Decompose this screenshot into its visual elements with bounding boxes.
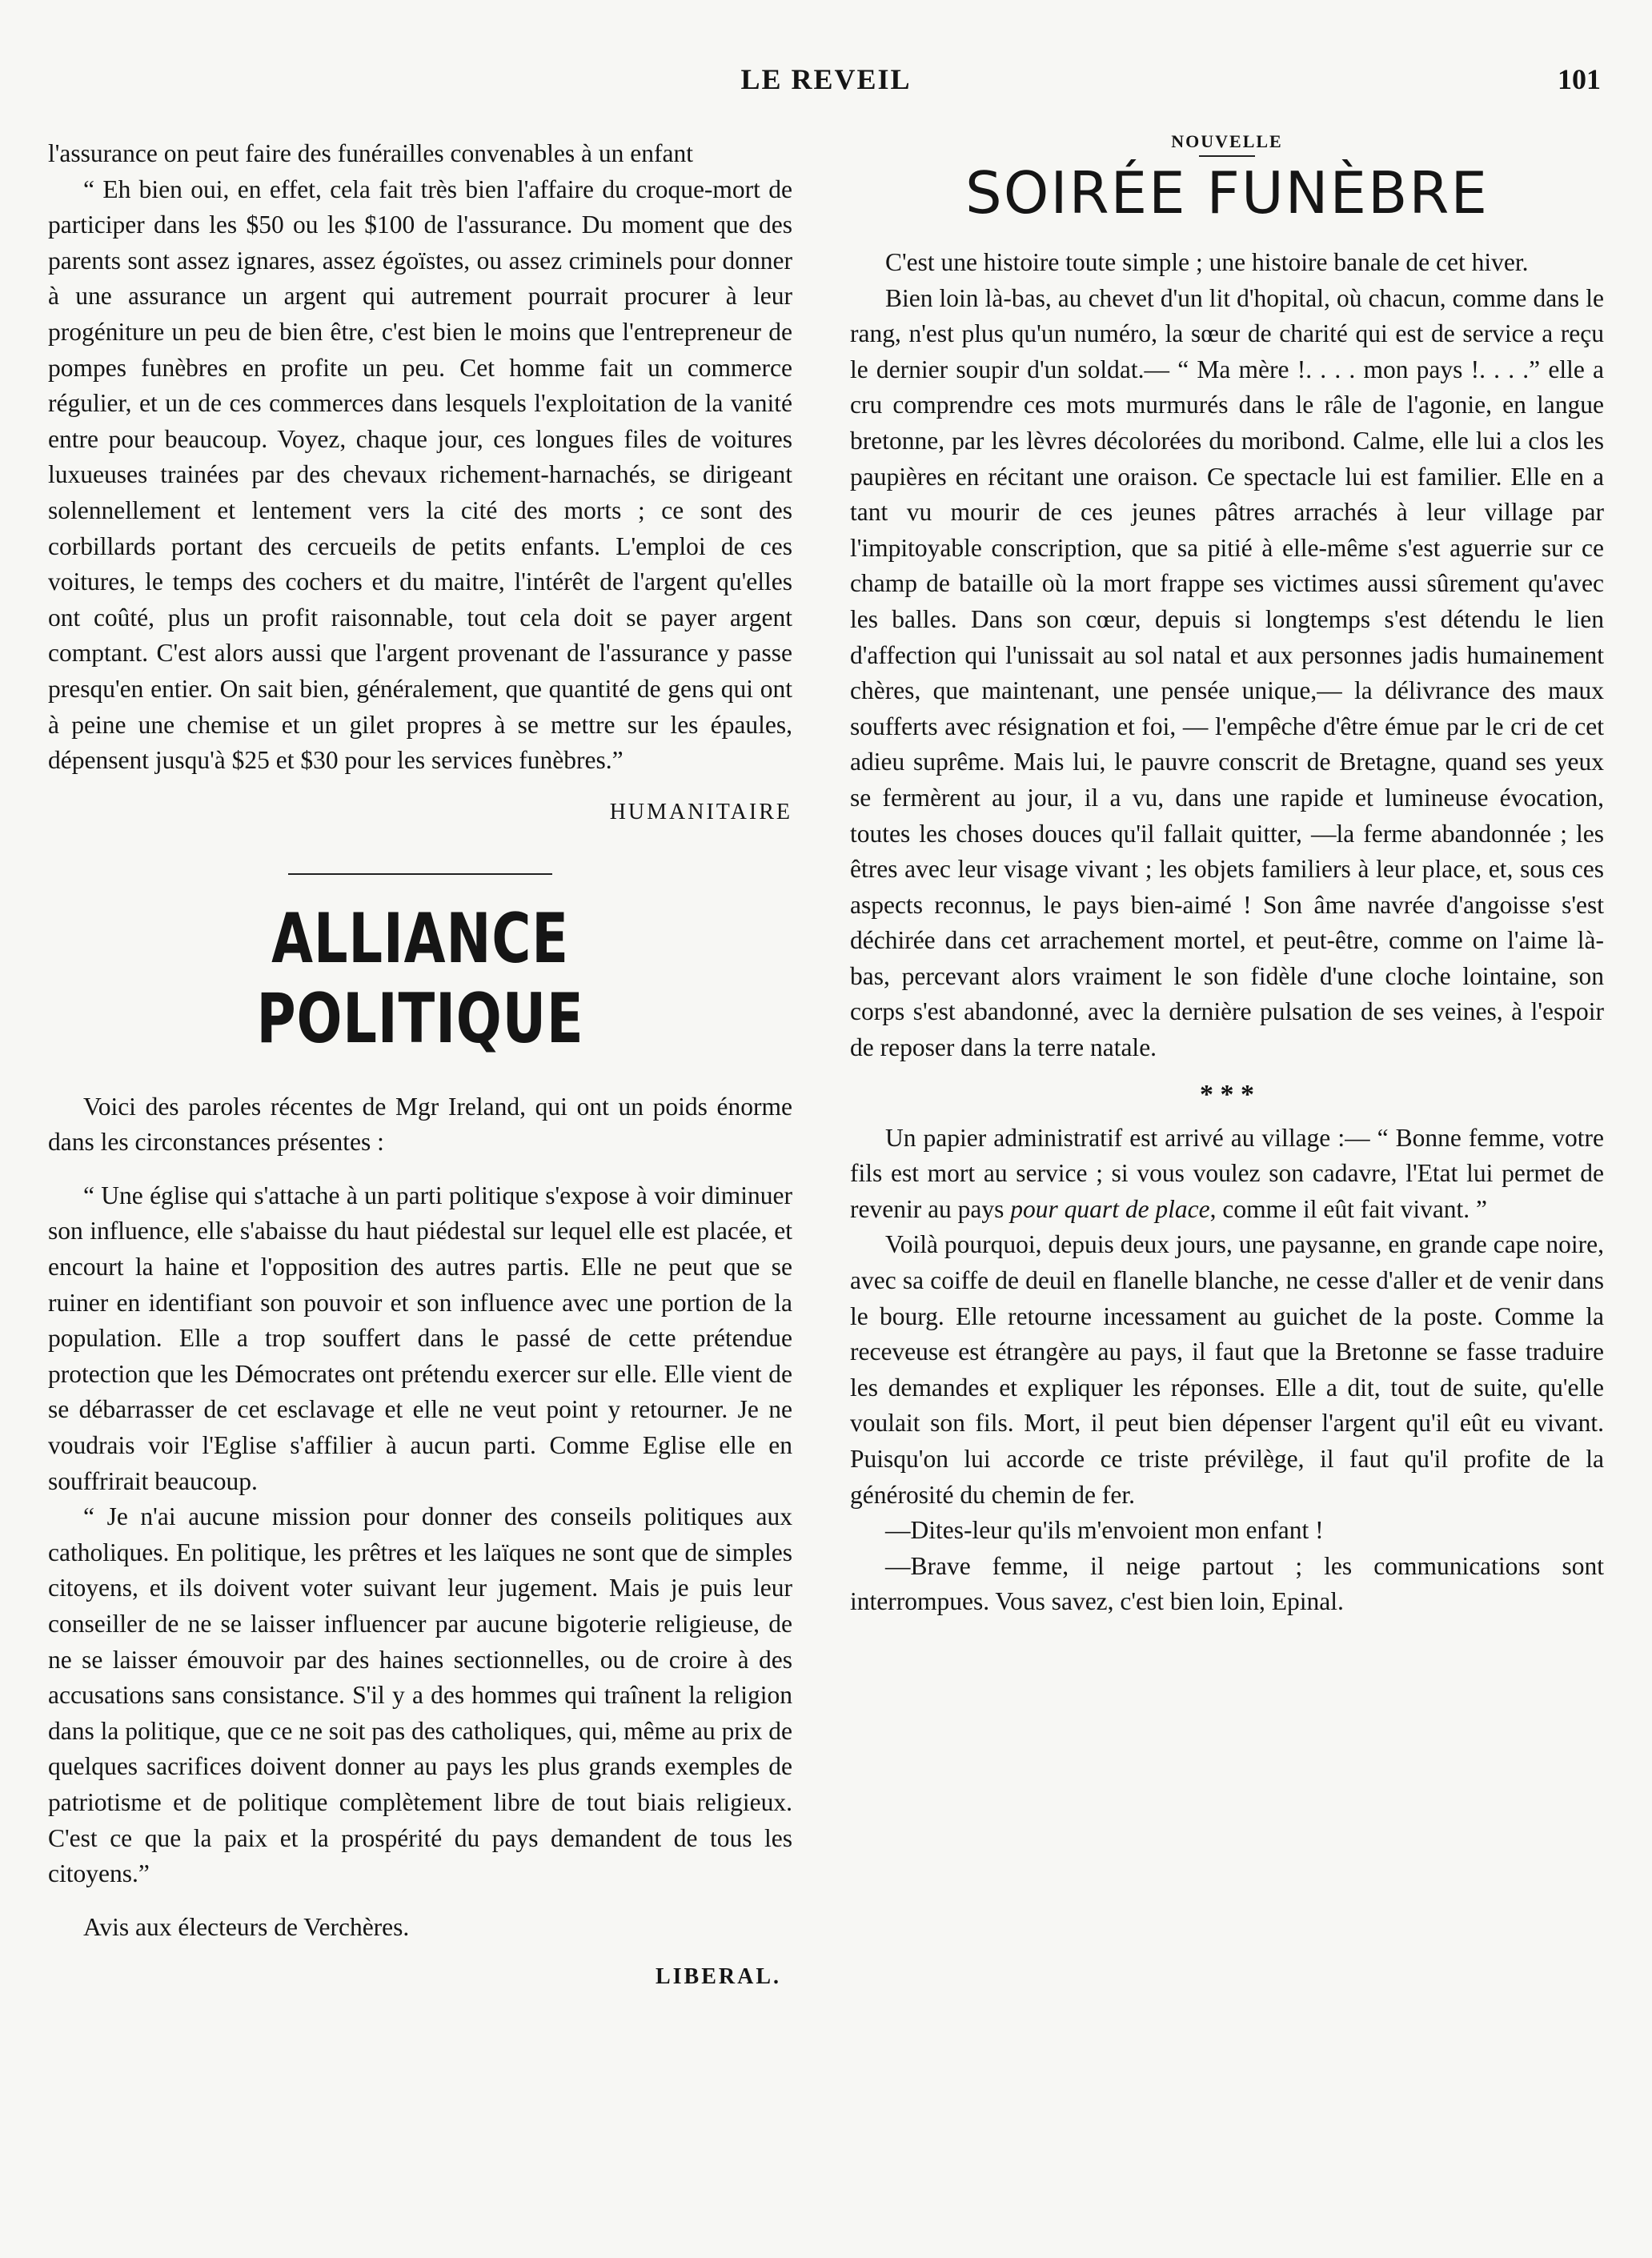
right-column <box>850 131 1604 1620</box>
story-paragraph-3 <box>850 1121 1604 1228</box>
article2-quote-2: “ Je n'ai aucune mission pour donner des conseils politiques aux catholiques. En politique, les prêtres et les laïques ne sont que de simples citoyens, et ils doivent voter suivant leur jugement. Mais je puis leur conseiller de ne se laisser influencer par aucune bigoterie religieuse, de ne se laisser émouvoir par des haines sectionnelles, ou de croire à des accusations sans consistance. S'il y a des hommes qui traînent la religion dans la politique, que ce ne soit pas des catholiques, qui, même au prix de quelques sacrifices doivent donner au pays les plus grands exemples de patriotisme et de politique complètement libre de tout biais religieux. C'est ce que la paix et la prospérité du pays demandent de tous les citoyens.” <box>48 1502 792 1888</box>
story-headline: SOIRÉE FUNÈBRE <box>965 159 1489 227</box>
story-paragraph-1: C'est une histoire toute simple ; une histoire banale de cet hiver. <box>885 248 1529 276</box>
story-paragraph-3-end: , comme il eût fait vivant. ” <box>1209 1194 1488 1223</box>
article2-signature: LIBERAL. <box>655 1964 781 1990</box>
newspaper-title: LE REVEIL <box>740 63 912 95</box>
article2-headline: ALLIANCE POLITIQUE <box>256 898 584 1059</box>
story-paragraph-4: Voilà pourquoi, depuis deux jours, une paysanne, en grande cape noire, avec sa coiffe de deuil en flanelle blanche, ne cesse d'aller et de venir dans le bourg. Elle retourne incessament au guichet de la poste. Comme la receveuse est étrangère au pays, il faut que la Bretonne se fasse traduire les demandes et expliquer les réponses. Elle a dit, tout de suite, qu'elle voulait son fils. Mort, il peut bien dépenser l'argent qu'il eût eu vivant. Puisqu'on lui accorde ce triste prévilège, il faut qu'il profite de la générosité du chemin de fer. <box>850 1230 1604 1509</box>
left-column <box>48 136 792 1990</box>
section-divider <box>288 873 552 875</box>
article1-signature: HUMANITAIRE <box>609 799 792 824</box>
story-paragraph-3-italic: pour quart de place <box>1010 1194 1210 1223</box>
story-kicker: NOUVELLE <box>1171 131 1283 151</box>
story-paragraph-5: —Dites-leur qu'ils m'envoient mon enfant ! <box>885 1516 1324 1545</box>
article2-closing: Avis aux électeurs de Verchères. <box>83 1912 410 1941</box>
article1-paragraph-2: “ Eh bien oui, en effet, cela fait très bien l'affaire du croque-mort de participer dans les $50 ou les $100 de l'assurance. Du moment que des parents sont assez ignares, assez égoïstes, ou assez criminels pour donner à une assurance un argent qui autrement pourrait procurer à leur progéniture un peu de bien être, c'est bien le moins que l'entrepreneur de pompes funèbres en profite un peu. Cet homme fait un commerce régulier, et un de ces commerces dans lesquels l'exploitation de la vanité entre pour beaucoup. Voyez, chaque jour, ces longues files de voitures luxueuses trainées par des chevaux richement-harnachés, se dirigeant solennellement et lentement vers la cité des morts ; ce sont des corbillards portant des cercueils de petits enfants. L'emploi de ces voitures, le temps des cochers et du maitre, l'intérêt de l'argent qu'elles ont coûté, plus un profit raisonnable, tout cela doit se payer argent comptant. C'est alors aussi que l'argent provenant de l'assurance y passe presqu'en entier. On sait bien, généralement, que quantité de gens qui ont à peine une chemise et un gilet propres à se mettre sur les épaules, dépensent jusqu'à $25 et $30 pour les services funèbres.” <box>48 174 792 775</box>
asterism-separator: * * * <box>1200 1079 1254 1109</box>
article2-quote-1: “ Une église qui s'attache à un parti politique s'expose à voir diminuer son influence, elle s'abaisse du haut piédestal sur lequel elle est placée, et encourt la haine et l'opposition des autres partis. Elle ne peut que se ruiner en identifiant son pouvoir et son influence avec une portion de la population. Elle a trop souffert dans le passé de cette prétendue protection que les Démocrates ont prétendu exercer sur elle. Elle vient de se débarrasser de cet esclavage et elle ne veut point y retourner. Je ne voudrais voir l'Eglise s'affilier à aucun parti. Comme Eglise elle en souffrirait beaucoup. <box>48 1181 792 1495</box>
page-header <box>48 62 1604 107</box>
story-paragraph-6: —Brave femme, il neige partout ; les communications sont interrompues. Vous savez, c'est bien loin, Epinal. <box>850 1551 1604 1616</box>
spacer <box>48 1161 792 1178</box>
article2-intro: Voici des paroles récentes de Mgr Ireland, qui ont un poids énorme dans les circonstances présentes : <box>48 1092 792 1157</box>
story-paragraph-3-text: Un papier administratif est arrivé au village :— “ Bonne femme, votre fils est mort au service ; si vous voulez son cadavre, l'Etat lui permet de revenir au pays <box>850 1123 1604 1223</box>
page-number: 101 <box>1558 63 1601 95</box>
story-paragraph-2: Bien loin là-bas, au chevet d'un lit d'hopital, où chacun, comme dans le rang, n'est plus qu'un numéro, la sœur de charité qui est de service a reçu le dernier soupir d'un soldat.— “ Ma mère !. . . . mon pays !. . . .” elle a cru comprendre ces mots murmurés dans le râle de l'agonie, en langue bretonne, par les lèvres décolorées du moribond. Calme, elle lui a clos les paupières en récitant une oraison. Ce spectacle lui est familier. Elle en a tant vu mourir de ces jeunes pâtres arrachés à leur village par l'impitoyable conscription, que sa pitié à elle-même s'est aguerrie sur ce champ de bataille où la mort frappe ses victimes aussi sûrement qu'avec les balles. Dans son cœur, depuis si longtemps s'est détendu le lien d'affection qui l'unissait au sol natal et aux personnes jadis humainement chères, que maintenant, une pensée unique,— la délivrance des maux soufferts avec résignation et foi, — l'empêche d'être émue par le cri de cet adieu suprême. Mais lui, le pauvre conscrit de Bretagne, quand ses yeux se fermèrent au jour, il a vu, dans une rapide et lumineuse évocation, toutes les choses douces qu'il fallait quitter, —la ferme abandonnée ; les êtres avec leur visage vivant ; les objets familiers à leur place, et, sous ces aspects reconnus, le pays bien-aimé ! Son âme navrée d'angoisse s'est déchirée dans cet arrachement mortel, et peut-être, comme on l'aime là-bas, percevant alors vraiment le son fidèle d'une cloche lointaine, son corps s'est abandonné, avec la dernière pulsation de ses veines, à l'espoir de reposer dans la terre natale. <box>850 283 1604 1062</box>
kicker-rule <box>1199 155 1255 157</box>
article1-paragraph-1: l'assurance on peut faire des funérailles convenables à un enfant <box>48 139 693 167</box>
